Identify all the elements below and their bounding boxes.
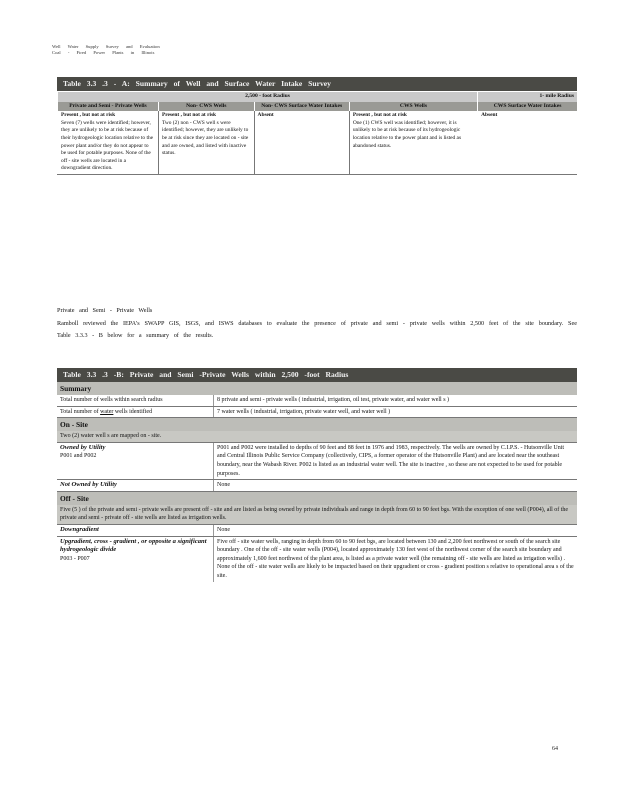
owned-by-utility-value: P001 and P002 were installed to depths of 90 feet and 88 feet in 1976 and 1983, respectively. The wells are owned by C.I.P.S. - Hutsonville Unit and Central Illinois Public Service Company (collectively, CIPS, a former operator of the Hutsonville Plant) and are located near the southeast boundary, near the Wabash River. P002 is listed as an industrial water well. The site is inactive , so these are not expected to be used for potable purposes. (214, 442, 578, 479)
cell-cws-surface (478, 111, 577, 174)
col-noncws-wells: Non- CWS Wells (158, 102, 254, 112)
table-b-title: Table 3.3 .3 -B: Private and Semi -Private Wells within 2,500 -foot Radius (57, 368, 577, 382)
cell-noncws-surface (254, 111, 349, 174)
upgradient-cell (57, 536, 214, 581)
section-heading: Private and Semi - Private Wells (57, 307, 153, 314)
water-wells-label-underline: water (100, 408, 114, 415)
owned-by-utility-ids: P001 and P002 (60, 453, 97, 460)
page-number: 64 (552, 746, 558, 752)
water-wells-value: 7 water wells ( industrial, irrigation, private water well, and water well ) (214, 406, 578, 418)
offsite-header: Off - Site (57, 491, 577, 505)
header-line-1: Well Water Supply Survey and Evaluation (52, 44, 160, 49)
table-b (57, 382, 577, 582)
header-line-2: Coal - Fired Power Plants in Illinois (52, 50, 155, 55)
downgradient-label: Downgradient (60, 525, 99, 533)
water-wells-label-a: Total number of (60, 408, 99, 415)
summary-header: Summary (57, 382, 577, 395)
not-owned-cell (57, 480, 214, 492)
water-wells-label (57, 406, 214, 418)
col-cws-wells: CWS Wells (349, 102, 477, 112)
col-private-wells: Private and Semi - Private Wells (58, 102, 159, 112)
owned-by-utility-cell (57, 442, 214, 479)
table-a-title: Table 3.3 .3 - A: Summary of Well and Surface Water Intake Survey (57, 77, 577, 91)
total-wells-value: 8 private and semi - private wells ( industrial, irrigation, oil test, private water, and water well s ) (214, 395, 578, 406)
noncws-status: Present , but not at risk (161, 112, 217, 119)
onsite-header: On - Site (57, 418, 577, 432)
radius-right-header: 1- mile Radius (478, 92, 577, 102)
cws-surface-status: Absent (481, 112, 498, 119)
cell-cws-wells (349, 111, 477, 174)
col-noncws-surface: Non- CWS Surface Water Intakes (254, 102, 349, 112)
cws-body: One (1) CWS well was identified; however, it is unlikely to be at risk because of its hydrogeologic location relative to the power plant and is listed as abandoned status. (352, 119, 462, 149)
onsite-note: Two (2) water well s are mapped on - site. (57, 431, 577, 442)
total-wells-label: Total number of wells within search radius (57, 395, 214, 406)
offsite-note: Five (5 ) of the private and semi - private wells are present off - site and are listed as being owned by private individuals and range in depth from 60 to 90 feet bgs. With the exception of one well (P004), all of the private and semi - private off - site wells are listed as irrigation wells. (57, 505, 577, 525)
upgradient-label: Upgradient, cross - gradient , or opposite a significant hydrogeologic divide (60, 537, 207, 554)
document-header (52, 44, 160, 56)
private-body: Seven (7) wells were identified; however, they are unlikely to be at risk because of their hydrogeologic location relative to the power plant and/or they do not appear to be used for potable purposes. None of the off - site wells are located in a downgradient direction. (61, 119, 154, 172)
noncws-body: Two (2) non - CWS well s were identified; however, they are unlikely to be at risk since they are located on - site and are owned, and listed with inactive status. (161, 119, 249, 157)
upgradient-ids: P003 - P007 (60, 555, 90, 562)
private-status: Present , but not at risk (61, 112, 116, 119)
cell-noncws-wells (158, 111, 254, 174)
upgradient-value: Five off - site water wells, ranging in depth from 60 to 90 feet bgs, are located between 130 and 2,200 feet northwest or south of the search site boundary . One of the off - site water wells (P004), located approximately 130 feet west of the northwest corner of the search site boundary and approximately 1,600 feet northwest of the plant area, is listed as a private water well (the remaining off - site wells are listed as irrigation wells) . None of the off - site water wells are likely to be impacted based on their upgradient or cross - gradient position s relative to operational area s of the site. (217, 538, 574, 579)
col-cws-surface: CWS Surface Water Intakes (478, 102, 577, 112)
water-wells-label-b: wells identified (114, 408, 153, 415)
cws-status: Present , but not at risk (352, 112, 407, 119)
radius-left-header: 2,500 - foot Radius (58, 92, 478, 102)
table-a (57, 92, 577, 175)
not-owned-label: Not Owned by Utility (60, 481, 117, 489)
cell-private-wells (58, 111, 159, 174)
downgradient-value: None (214, 524, 578, 536)
section-paragraph: Ramboll reviewed the IEPA's SWAPP GIS, ISGS, and ISWS databases to evaluate the presence of private and semi - private wells within 2,500 feet of the site boundary. See Table 3.3.3 - B below for a summary of the results. (57, 320, 577, 339)
downgradient-cell (57, 524, 214, 536)
owned-by-utility-label: Owned by Utility (60, 443, 106, 451)
noncws-surface-status: Absent (257, 112, 274, 119)
not-owned-value: None (214, 480, 578, 492)
